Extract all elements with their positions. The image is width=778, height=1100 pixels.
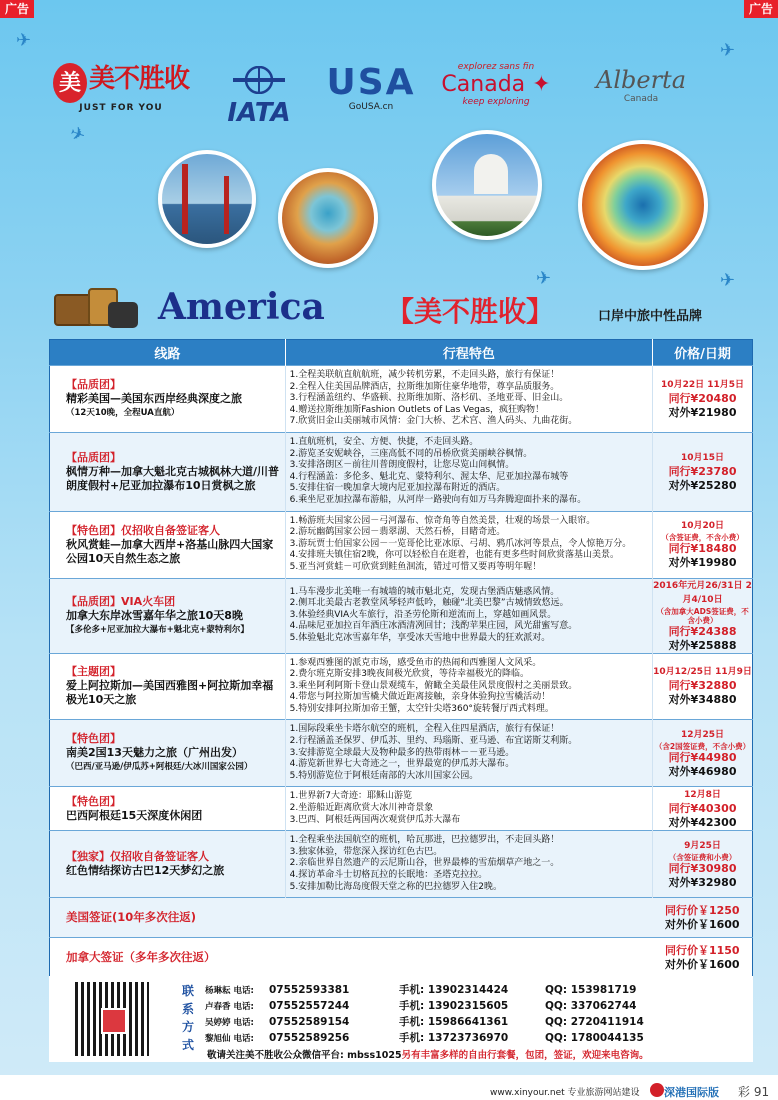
visa-label: 美国签证(10年多次往返) xyxy=(50,898,653,938)
canada-top-text: explorez sans fin xyxy=(457,62,535,72)
ad-label-right: 广告 xyxy=(744,0,778,18)
hot-spring-photo xyxy=(278,168,378,268)
alberta-subtext: Canada xyxy=(623,94,659,104)
iata-text: IATA xyxy=(227,98,291,128)
feature-line: 2.侧耳北美最古老教堂风琴轻声低吟，触碰“北美巴黎”古城情致悠远。 xyxy=(289,598,569,609)
feature-line: 1.直航班机，安全、方便、快捷，不走回头路。 xyxy=(289,436,479,447)
route-name: 【多伦多+尼亚加拉大瀑布+魁北克+蒙特利尔】 xyxy=(66,624,249,635)
contact-row xyxy=(205,998,636,1013)
peer-price: 同行¥23780 xyxy=(668,464,737,478)
departure-date: 10月20日 xyxy=(681,521,725,532)
route-tag: 【独家】仅招收自备签证客人 xyxy=(66,850,209,864)
feature-line: 2.费尔班克斯安排3晚夜间极光欣赏，等待幸福极光的降临。 xyxy=(289,669,529,680)
table-row xyxy=(50,720,753,787)
feature-line: 3.安排游览全球最大及物种最多的热带雨林－－亚马逊。 xyxy=(289,747,515,758)
contact-label: 联 系 方 式 xyxy=(181,984,194,1052)
peer-price: 同行价￥1250 xyxy=(664,903,740,917)
ad-label-left: 广告 xyxy=(0,0,34,18)
feature-line: 1.全程美联航直航航班，减少转机劳累，不走回头路，旅行有保证！ xyxy=(289,370,560,380)
feature-line: 4.赠送拉斯维加斯Fashion Outlets of Las Vegas，疯狂购物！ xyxy=(289,404,545,415)
features-cell xyxy=(285,578,652,653)
public-price: 对外¥19980 xyxy=(668,556,737,570)
features-cell xyxy=(285,432,652,511)
route-tag: 【特色团】 xyxy=(66,794,121,808)
qr-code[interactable] xyxy=(75,982,149,1056)
footer xyxy=(0,1082,778,1100)
public-price: 对外¥21980 xyxy=(668,405,737,419)
airplane-icon: ✈ xyxy=(720,40,736,61)
feature-line: 1.参观西雅图的派克市场，感受鱼市的热闹和西雅图人文风采。 xyxy=(289,657,542,668)
peer-price: 同行价￥1150 xyxy=(664,943,740,957)
contact-qq[interactable]: QQ: 337062744 xyxy=(545,1000,637,1012)
contact-mobile[interactable]: 手机: 13723736970 xyxy=(399,1032,509,1044)
feature-line: 3.巴西、阿根廷两国两次观赏伊瓜苏大瀑布 xyxy=(289,814,461,825)
headline-tagline: 口岸中旅中性品牌 xyxy=(598,309,703,324)
globe-icon xyxy=(229,66,289,94)
route-name: 爱上阿拉斯加—美国西雅图+阿拉斯加幸福极光10天之旅 xyxy=(66,679,274,707)
wechat-line: 敬请关注美不胜收公众微信平台: mbss1025另有丰富多样的自由行套餐，包团，签证，欢迎来电咨询。 xyxy=(207,1050,649,1061)
canada-logo xyxy=(431,62,561,107)
peer-price: 同行¥44980 xyxy=(668,750,737,764)
departure-date: 9月25日 xyxy=(684,840,721,851)
canada-slogan: keep exploring xyxy=(462,97,530,107)
route-cell xyxy=(50,653,286,720)
golden-gate-bridge-photo xyxy=(158,150,256,248)
airplane-icon: ✈ xyxy=(66,122,89,147)
contact-mobile[interactable]: 手机: 13902314424 xyxy=(399,984,509,996)
feature-line: 3.乘坐阿利阿斯卡登山景观缆车，俯瞰全美最佳风景度假村之美丽景致。 xyxy=(289,680,578,691)
feature-line: 1.马车漫步北美唯一有城墙的城市魁北克，发现古堡酒店魅惑风情。 xyxy=(289,586,560,597)
feature-line: 1.全程乘坐法国航空的班机，哈瓦那进，巴拉德罗出，不走回头路！ xyxy=(289,835,560,846)
price-cell xyxy=(653,432,753,511)
contact-phone[interactable]: 07552593381 xyxy=(269,984,350,996)
price-cell xyxy=(653,831,753,898)
public-price: 对外¥34880 xyxy=(668,693,737,707)
route-cell xyxy=(50,720,286,787)
grand-prismatic-spring-photo xyxy=(578,140,708,270)
features-cell xyxy=(285,720,652,787)
column-header: 线路 xyxy=(50,340,286,366)
departure-date: 12月8日 xyxy=(684,789,721,800)
route-name: 南美2国13天魅力之旅（广州出发） xyxy=(66,746,243,760)
features-cell xyxy=(285,366,652,433)
route-tag: 【特色团】仅招收自备签证客人 xyxy=(66,523,220,537)
public-price: 对外价￥1600 xyxy=(664,957,740,971)
route-cell xyxy=(50,511,286,578)
contact-row xyxy=(205,982,636,997)
route-tag: 【品质团】VIA火车团 xyxy=(66,594,176,608)
features-cell xyxy=(285,653,652,720)
contact-name: 卢春香 电话: xyxy=(205,1002,254,1012)
peer-price: 同行¥24388 xyxy=(668,624,737,638)
column-header: 行程特色 xyxy=(285,340,652,366)
route-name: 精彩美国—美国东西岸经典深度之旅 xyxy=(66,391,242,405)
table-row xyxy=(50,432,753,511)
contact-mobile[interactable]: 手机: 13902315605 xyxy=(399,1000,509,1012)
feature-line: 3.行程涵盖纽约、华盛顿、拉斯维加斯、洛杉矶、圣地亚哥、旧金山。 xyxy=(289,393,569,404)
airplane-icon: ✈ xyxy=(720,270,736,291)
public-price: 对外¥32980 xyxy=(668,875,737,889)
route-cell xyxy=(50,366,286,433)
contact-qq[interactable]: QQ: 2720411914 xyxy=(545,1016,644,1028)
peer-price: 同行¥18480 xyxy=(668,542,737,556)
public-price: 对外¥42300 xyxy=(668,815,737,829)
price-cell xyxy=(653,511,753,578)
feature-line: 4.安排班夫镇住宿2晚，你可以轻松自在逛着，也能有更多些时间欣赏落基山美景。 xyxy=(289,550,619,561)
table-row xyxy=(50,653,753,720)
public-price: 对外价￥1600 xyxy=(664,917,740,931)
maple-leaf-icon: ✦ xyxy=(532,72,551,97)
route-tag: 【品质团】 xyxy=(66,450,121,464)
route-cell xyxy=(50,831,286,898)
table-row xyxy=(50,578,753,653)
contact-phone[interactable]: 07552589256 xyxy=(269,1032,350,1044)
airplane-icon: ✈ xyxy=(16,30,32,51)
price-cell xyxy=(653,578,753,653)
peer-price: 同行¥32880 xyxy=(668,679,737,693)
column-header: 价格/日期 xyxy=(653,340,753,366)
feature-line: 5.安排加勒比海岛度假天堂之称的巴拉德罗入住2晚。 xyxy=(289,881,502,892)
route-name: 巴西阿根廷15天深度休闲团 xyxy=(66,808,203,822)
headline-brand: 【美不胜收】 xyxy=(386,295,555,328)
contact-row xyxy=(205,1014,644,1029)
contact-mobile[interactable]: 手机: 15986641361 xyxy=(399,1016,509,1028)
capitol-building-photo xyxy=(432,130,542,240)
mei-bu-sheng-shou-logo xyxy=(46,58,196,113)
feature-line: 5.特别安排阿拉斯加帝王蟹，太空针尖塔360°旋转餐厅西式料理。 xyxy=(289,703,554,714)
departure-date: 12月25日 xyxy=(681,729,725,740)
go-usa-logo xyxy=(316,64,426,112)
route-name: 秋风赏蛙—加拿大西岸+洛基山脉四大国家公园10天自然生态之旅 xyxy=(66,537,274,565)
price-cell xyxy=(653,898,753,938)
feature-line: 3.独家体验，带您深入探访红色古巴。 xyxy=(289,846,443,857)
airplane-icon: ✈ xyxy=(536,268,552,289)
seal-icon: 美 xyxy=(53,63,87,103)
route-cell xyxy=(50,787,286,831)
feature-line: 4.行程涵盖：多伦多、魁北克、蒙特利尔、渥太华、尼亚加拉瀑布城等 xyxy=(289,471,569,482)
alberta-logo xyxy=(586,66,696,104)
contact-qq[interactable]: QQ: 153981719 xyxy=(545,984,637,996)
visa-row xyxy=(50,898,753,938)
contact-phone[interactable]: 07552557244 xyxy=(269,1000,350,1012)
feature-line: 7.欣赏旧金山美丽城市风情：金门大桥、艺术宫、渔人码头、九曲花街。 xyxy=(289,416,578,427)
price-cell xyxy=(653,938,753,978)
footer-site: www.xinyour.net 专业旅游网站建设 xyxy=(490,1088,640,1098)
route-tag: 【品质团】 xyxy=(66,377,121,391)
table-row xyxy=(50,366,753,433)
headline xyxy=(0,286,778,336)
price-cell xyxy=(653,787,753,831)
features-cell xyxy=(285,831,652,898)
features-cell xyxy=(285,511,652,578)
feature-line: 4.探访革命斗士切格瓦拉的长眠地：圣塔克拉拉。 xyxy=(289,870,488,880)
route-name: 枫情万种—加拿大魁北克古城枫林大道/川普朗度假村+尼亚加拉瀑布10日赏枫之旅 xyxy=(66,464,280,492)
feature-line: 2.亲临世界自然遗产的云尼斯山谷，世界最棒的雪茄烟草产地之一。 xyxy=(289,858,560,869)
feature-line: 3.游玩贾士伯国家公园－一览哥伦比亚冰原、弓胡、鸦爪冰河等景点，令人惊艳万分。 xyxy=(289,538,632,549)
feature-line: 2.坐游船近距离欣赏大冰川神奇景象 xyxy=(289,803,434,814)
feature-line: 2.全程入住美国品牌酒店，拉斯维加斯住豪华地带，尊享品质服务。 xyxy=(289,381,560,392)
departure-date: 10月12/25日 11月9日 xyxy=(653,667,752,678)
feature-line: 5.亚当河赏蛙－可欣赏到鲑鱼洄流，错过可惜又要再等明年喔！ xyxy=(289,561,542,572)
contact-name: 杨琳耘 电话: xyxy=(205,986,254,996)
public-price: 对外¥46980 xyxy=(668,764,737,778)
headline-title: America xyxy=(158,286,325,328)
feature-line: 6.乘坐尼亚加拉瀑布游船，从河岸一路驶向有如万马奔腾迎面扑来的瀑布。 xyxy=(289,494,587,505)
departure-date: 10月22日 11月5日 xyxy=(661,379,745,390)
departure-date: 2016年元月26/31日 2月4/10日 xyxy=(653,580,752,605)
route-name: 加拿大东岸冰雪嘉年华之旅10天8晚 xyxy=(66,608,243,622)
price-note: （含签证费，不含小费） xyxy=(661,533,744,543)
contact-name: 黎旭仙 电话: xyxy=(205,1034,254,1044)
contact-qq[interactable]: QQ: 1780044135 xyxy=(545,1032,644,1044)
contact-row xyxy=(205,1030,644,1045)
brand-slogan: JUST FOR YOU xyxy=(79,102,163,113)
feature-line: 3.体验经典VIA火车旅行，沿圣劳伦斯和逆流而上，穿越如画风景。 xyxy=(289,609,557,620)
peer-price: 同行¥40300 xyxy=(668,801,737,815)
tour-table xyxy=(49,339,753,978)
partner-logos xyxy=(36,44,736,134)
feature-line: 5.安排住宿一晚加拿大境内尼亚加拉瀑布附近的酒店。 xyxy=(289,483,506,494)
public-price: 对外¥25888 xyxy=(668,638,737,652)
feature-line: 2.游览圣安妮峡谷，三座高低不同的吊桥欣赏美丽峡谷枫情。 xyxy=(289,448,533,459)
feature-line: 4.品味尼亚加拉百年酒庄冰酒清冽回甘；浅酌苹果庄园，风光甜蜜写意。 xyxy=(289,621,578,632)
feature-line: 2.游玩幽鹤国家公园－翡翠湖、天然石桥，目睹奇迹。 xyxy=(289,527,506,538)
contact-name: 吴婷婷 电话: xyxy=(205,1018,254,1028)
price-cell xyxy=(653,720,753,787)
iata-logo xyxy=(214,66,304,128)
price-cell xyxy=(653,366,753,433)
route-name: 红色情结探访古巴12天梦幻之旅 xyxy=(66,864,225,878)
price-cell xyxy=(653,653,753,720)
contact-section xyxy=(49,976,753,1062)
alberta-text: Alberta xyxy=(596,66,686,94)
peer-price: 同行¥30980 xyxy=(668,861,737,875)
page-number: 彩 91 xyxy=(738,1085,770,1099)
brand-name: 美不胜收 xyxy=(88,64,189,94)
price-note: （含签证费和小费） xyxy=(668,852,737,862)
feature-line: 5.体验魁北克冰雪嘉年华，享受冰天雪地中世界最大的狂欢派对。 xyxy=(289,632,551,643)
feature-line: 1.畅游班夫国家公园－弓河瀑布、惊奇角等自然美景，壮观的场景一入眼帘。 xyxy=(289,515,596,526)
usa-subtext: GoUSA.cn xyxy=(348,102,394,112)
route-cell xyxy=(50,578,286,653)
route-name: （巴西/亚马逊/伊瓜苏+阿根廷/大冰川国家公园） xyxy=(66,762,253,773)
feature-line: 4.带您与阿拉斯加雪橇犬做近距离接触，亲身体验狗拉雪橇活动！ xyxy=(289,692,551,703)
brand-icon xyxy=(650,1083,664,1097)
contact-phone[interactable]: 07552589154 xyxy=(269,1016,350,1028)
table-row xyxy=(50,831,753,898)
feature-line: 1.国际段乘坐卡塔尔航空的班机，全程入住四星酒店，旅行有保证！ xyxy=(289,724,560,735)
feature-line: 1.世界新7大奇迹：耶稣山游览 xyxy=(289,791,412,802)
table-row xyxy=(50,511,753,578)
peer-price: 同行¥20480 xyxy=(668,391,737,405)
departure-date: 10月15日 xyxy=(681,452,725,463)
usa-text: USA xyxy=(326,62,416,103)
visa-label: 加拿大签证（多年多次往返） xyxy=(50,938,653,978)
price-note: （含2国签证费，不含小费） xyxy=(654,741,751,751)
feature-line: 3.安排洛朗区－前往川普朗度假村，让您尽览山间枫情。 xyxy=(289,460,515,471)
feature-line: 5.特别游览位于阿根廷南部的大冰川国家公园。 xyxy=(289,770,479,781)
canada-wordmark: Canada ✦ xyxy=(441,72,551,97)
table-row xyxy=(50,787,753,831)
public-price: 对外¥25280 xyxy=(668,478,737,492)
route-tag: 【特色团】 xyxy=(66,732,121,746)
route-name: （12天10晚，全程UA直航） xyxy=(66,407,180,418)
route-tag: 【主题团】 xyxy=(66,665,121,679)
features-cell xyxy=(285,787,652,831)
route-cell xyxy=(50,432,286,511)
feature-line: 4.游览新世界七大奇迹之一，世界最宽的伊瓜苏大瀑布。 xyxy=(289,759,515,770)
price-note: （含加拿大ADS签证费，不含小费） xyxy=(656,606,749,625)
visa-row xyxy=(50,938,753,978)
footer-brand: 深港国际版 xyxy=(664,1086,719,1099)
feature-line: 2.行程涵盖圣保罗、伊瓜苏、里约、玛瑙斯、亚马逊、布宜诺斯艾利斯。 xyxy=(289,736,578,747)
